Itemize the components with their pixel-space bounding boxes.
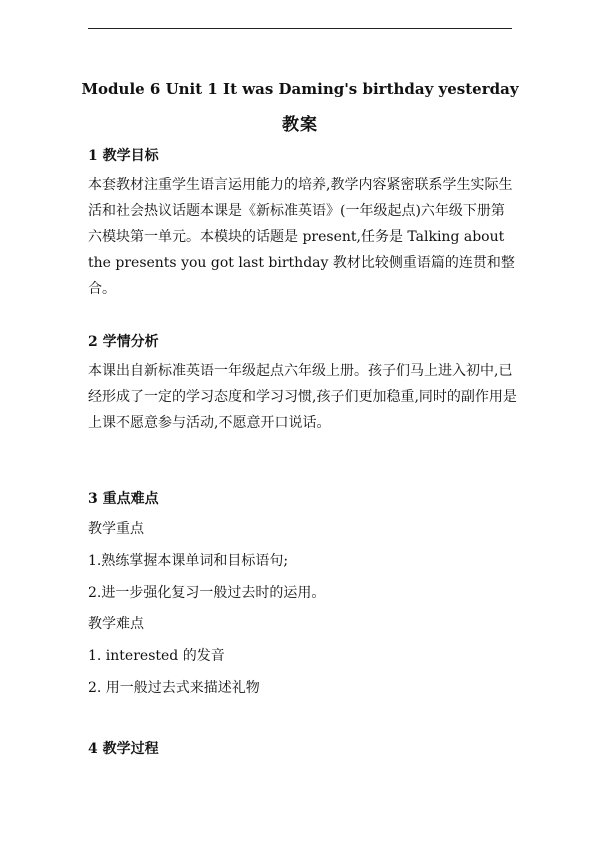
section-heading-2: 2 学情分析 [88, 334, 159, 350]
difficulty-1: 1. interested 的发音 [88, 648, 225, 664]
difficulties-label: 教学难点 [88, 616, 144, 632]
key-point-1: 1.熟练掌握本课单词和目标语句; [88, 553, 289, 569]
top-rule [88, 28, 512, 29]
document-title: Module 6 Unit 1 It was Daming's birthday yesterday [81, 80, 519, 98]
section-heading-1: 1 教学目标 [88, 148, 159, 164]
section-heading-4: 4 教学过程 [88, 741, 159, 757]
key-points-label: 教学重点 [88, 521, 144, 537]
section-text-1: 本套教材注重学生语言运用能力的培养,教学内容紧密联系学生实际生活和社会热议话题本课是《新标准英语》(一年级起点)六年级下册第六模块第一单元。本模块的话题是 present,任务是 Talking about the presents you got last birthday 教材比较侧重语篇的连贯和整合。 [88, 177, 515, 297]
section-heading-3: 3 重点难点 [88, 491, 159, 507]
section-text-2: 本课出自新标准英语一年级起点六年级上册。孩子们马上进入初中,已经形成了一定的学习态度和学习习惯,孩子们更加稳重,同时的副作用是上课不愿意参与活动,不愿意开口说话。 [88, 363, 517, 431]
document-subtitle: 教案 [282, 115, 318, 135]
difficulty-2: 2. 用一般过去式来描述礼物 [88, 680, 260, 696]
key-point-2: 2.进一步强化复习一般过去时的运用。 [88, 585, 326, 601]
